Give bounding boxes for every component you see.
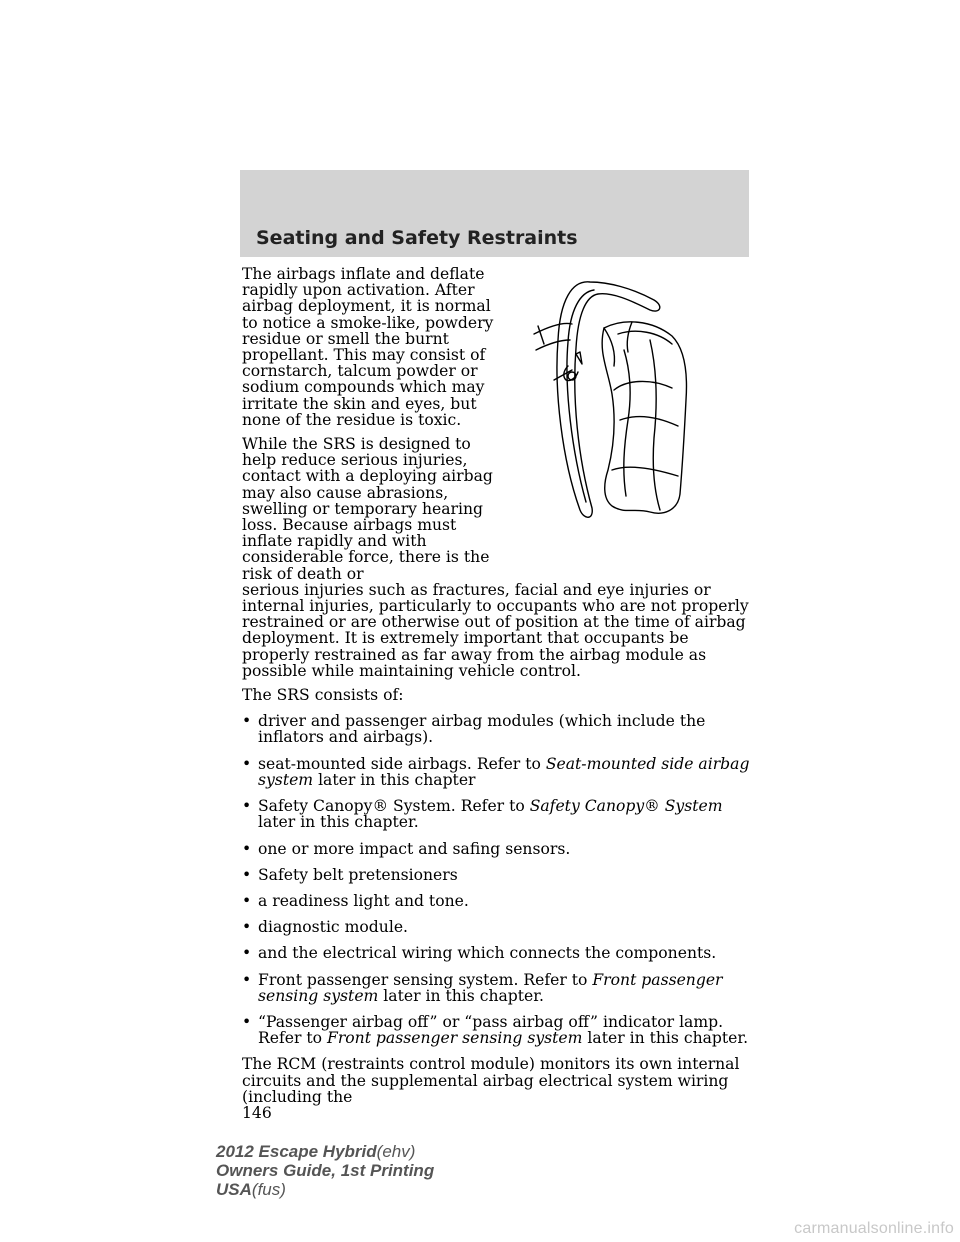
list-item-text: and the electrical wiring which connects the components.: [258, 944, 717, 963]
list-item-text: Safety belt pretensioners: [258, 865, 458, 884]
bullet-glyph: •: [242, 865, 252, 884]
page-number: 146: [242, 1103, 272, 1122]
list-item: [242, 867, 756, 883]
intro-section: [242, 266, 756, 679]
print-info-line-1: [216, 1142, 434, 1161]
list-item: [242, 972, 756, 1004]
bullet-glyph: •: [242, 797, 252, 816]
list-item-text: “Passenger airbag off” or “pass airbag off” indicator lamp. Refer to: [258, 1012, 724, 1048]
print-info-line-3: [216, 1180, 434, 1199]
list-item-text: seat-mounted side airbags. Refer to: [258, 754, 546, 773]
bullet-glyph: •: [242, 970, 252, 989]
print-info: [216, 1142, 434, 1199]
watermark-text: carmanualsonline.info: [794, 1220, 954, 1237]
list-item-text: one or more impact and safing sensors.: [258, 839, 571, 858]
bullet-glyph: •: [242, 712, 252, 731]
model-name: 2012 Escape Hybrid: [216, 1142, 377, 1161]
edition-label: Owners Guide, 1st Printing: [216, 1161, 435, 1180]
model-code: (ehv): [376, 1142, 416, 1161]
list-item: [242, 841, 756, 857]
page-content: [242, 266, 756, 1121]
list-item: [242, 945, 756, 961]
list-item-text: diagnostic module.: [258, 918, 408, 937]
list-item-text-after: later in this chapter.: [378, 986, 544, 1005]
list-item-text: driver and passenger airbag modules (which include the inflators and airbags).: [258, 712, 706, 747]
cross-reference: Front passenger sensing system: [258, 970, 723, 1005]
list-item: [242, 713, 756, 745]
cross-reference: Front passenger sensing system: [327, 1029, 583, 1048]
list-item-text: Safety Canopy® System. Refer to: [258, 797, 530, 816]
list-item-text-after: later in this chapter.: [582, 1029, 749, 1048]
list-item-text: a readiness light and tone.: [258, 891, 469, 910]
market-label: USA: [216, 1180, 252, 1199]
market-code: (fus): [251, 1180, 286, 1199]
srs-lead: The SRS consists of:: [242, 686, 404, 705]
intro-paragraph-2-wrapped: While the SRS is designed to help reduce serious injuries, contact with a deploying airbag may also cause abrasions, swelling or temporary hearing loss. Because airbags must inflate rapidly and with considerable force, there is the risk of death or: [242, 435, 493, 583]
print-info-line-2: [216, 1161, 434, 1180]
list-item-text-after: later in this chapter: [313, 770, 476, 789]
bullet-glyph: •: [242, 944, 252, 963]
cross-reference: Safety Canopy® System: [529, 797, 723, 816]
list-item-text: Front passenger sensing system. Refer to: [258, 970, 593, 989]
srs-components-list: [242, 713, 756, 1046]
section-header-band: [240, 170, 749, 257]
intro-paragraph-1: The airbags inflate and deflate rapidly upon activation. After airbag deployment, it is normal to notice a smoke-like, powdery residue or smell the burnt propellant. This may consist of cornstarch, talcum powder or sodium compounds which may irritate the skin and eyes, but none of the residue is toxic.: [242, 265, 494, 429]
list-item: [242, 798, 756, 830]
list-item-text-after: later in this chapter.: [258, 813, 419, 832]
list-item: [242, 919, 756, 935]
cross-reference: Seat-mounted side airbag system: [258, 754, 750, 789]
bullet-glyph: •: [242, 918, 252, 937]
bullet-glyph: •: [242, 839, 252, 858]
list-item: [242, 1014, 756, 1046]
intro-paragraph-2-continued: serious injuries such as fractures, facial and eye injuries or internal injuries, particularly to occupants who are not properly restrained or are otherwise out of position at the time of airbag deployment. It is extremely important that occupants be properly restrained as far away from the airbag module as possible while maintaining vehicle control.: [242, 580, 749, 680]
bullet-glyph: •: [242, 891, 252, 910]
bullet-glyph: •: [242, 754, 252, 773]
rcm-paragraph: The RCM (restraints control module) monitors its own internal circuits and the supplemental airbag electrical system wiring (including the: [242, 1055, 740, 1106]
section-title: Seating and Safety Restraints: [256, 227, 578, 249]
list-item: [242, 756, 756, 788]
bullet-glyph: •: [242, 1012, 252, 1031]
list-item: [242, 893, 756, 909]
